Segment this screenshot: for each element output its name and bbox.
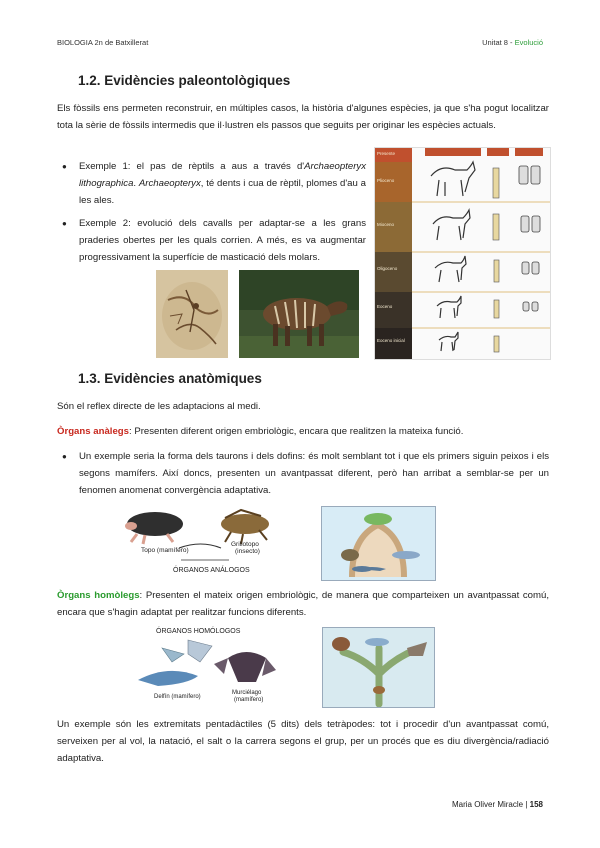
section-1-2-title: 1.2. Evidències paleontològiques: [78, 73, 291, 88]
bullet2-text: Exemple 2: evolució dels cavalls per adaptar-se a les grans praderies obertes per les quals corrien. A més, es va augmentar progressivament la superfície de masticació dels molars.: [79, 218, 366, 263]
page-number: 158: [529, 800, 543, 809]
analog-figure-caption: ÓRGANOS ANÁLOGOS: [173, 567, 250, 574]
homolog-organs-label: Òrgans homòlegs: [57, 590, 140, 601]
homolog-organs-text: : Presenten el mateix origen embriològic, de manera que comparteixen un avantpassat comú, encara que s'hagin adaptat per realitzar funcions diferents.: [57, 590, 549, 618]
horse-era-labels: [377, 148, 411, 359]
era-label: Presente: [377, 151, 396, 156]
horse-evolution-chart: [374, 147, 551, 360]
bullet-analog-example: [62, 448, 549, 499]
murcielago-sublabel: (mamífero): [234, 697, 264, 703]
convergence-diagram: [321, 506, 436, 581]
archaeopteryx-fossil-image: [156, 270, 228, 358]
analog-organs-paragraph: [57, 423, 549, 440]
analogous-organs-figure: [121, 500, 289, 578]
grillotopo-label: Grillotopo: [231, 541, 259, 548]
topo-label: Topo (mamífero): [141, 547, 189, 554]
bullet1-text-b: .: [133, 178, 139, 189]
delfin-label: Delfín (mamífero): [154, 694, 201, 700]
bullet-dot: ●: [62, 162, 67, 171]
bullet1-species: Archaeopteryx lithographica: [79, 161, 366, 189]
bullet-example-1: [62, 158, 366, 209]
section-1-3-title: 1.3. Evidències anatòmiques: [78, 371, 262, 386]
bullet-dot: ●: [62, 452, 67, 461]
ancestral-horse-image: [239, 270, 359, 358]
bullet1-text-a: Exemple 1: el pas de rèptils a aus a través d': [79, 161, 305, 172]
grillotopo-sublabel: (insecto): [235, 548, 260, 555]
running-header-right: [482, 38, 543, 47]
homolog-figure-caption: ÓRGANOS HOMÓLOGOS: [156, 628, 241, 635]
homologous-organs-figure: [128, 624, 278, 708]
closing-paragraph: Un exemple són les extremitats pentadàctiles (5 dits) dels tetràpodes: tot i procedir d'un avantpassat comú, serveixen per al vol, la natació, el salt o la carrera segons el grup, per un procés que es diu divergència/radiació adaptativa.: [57, 719, 549, 764]
era-label: Mioceno: [377, 222, 395, 227]
section-1-3-intro: Són el reflex directe de les adaptacions al medi.: [57, 401, 261, 412]
bullet-dot: ●: [62, 219, 67, 228]
bullet1-genus: Archaeopteryx: [138, 178, 201, 189]
bullet1-text-c: , té dents i cua de rèptil, plomes d'au a les ales.: [79, 178, 366, 206]
author-name: Maria Oliver Miracle |: [451, 800, 530, 809]
era-label: Eoceno inicial: [377, 338, 405, 343]
divergence-diagram: [322, 627, 435, 708]
unit-label: Unitat 8 -: [482, 38, 515, 47]
running-header-left: BIOLOGIA 2n de Batxillerat: [57, 38, 149, 47]
homolog-organs-paragraph: [57, 587, 549, 621]
era-label: Plioceno: [377, 178, 395, 183]
murcielago-label: Murciélago: [232, 690, 262, 696]
unit-topic: Evolució: [514, 38, 543, 47]
analog-organs-text: : Presenten diferent origen embriològic, encara que realitzen la mateixa funció.: [128, 426, 464, 437]
section-1-2-intro: Els fòssils ens permeten reconstruir, en múltiples casos, la història d'algunes espècies, ja que s'ha pogut localitzar tota la sèrie de fòssils intermedis que il·lustren els passos que seguits per originar les espècies actuals.: [57, 103, 549, 131]
era-label: Oligoceno: [377, 266, 398, 271]
analog-organs-label: Òrgans anàlegs: [57, 426, 129, 437]
page-footer: [452, 800, 543, 809]
analog-example-text: Un exemple seria la forma dels taurons i dels dofins: és molt semblant tot i que els primers siguin peixos i els segons mamífers. Així doncs, presenten un avantpassat diferent, però han arribat a semblar-se per un fenomen anomenat convergència adaptativa.: [79, 451, 549, 496]
era-label: Eoceno: [377, 304, 393, 309]
bullet-example-2: [62, 215, 366, 266]
